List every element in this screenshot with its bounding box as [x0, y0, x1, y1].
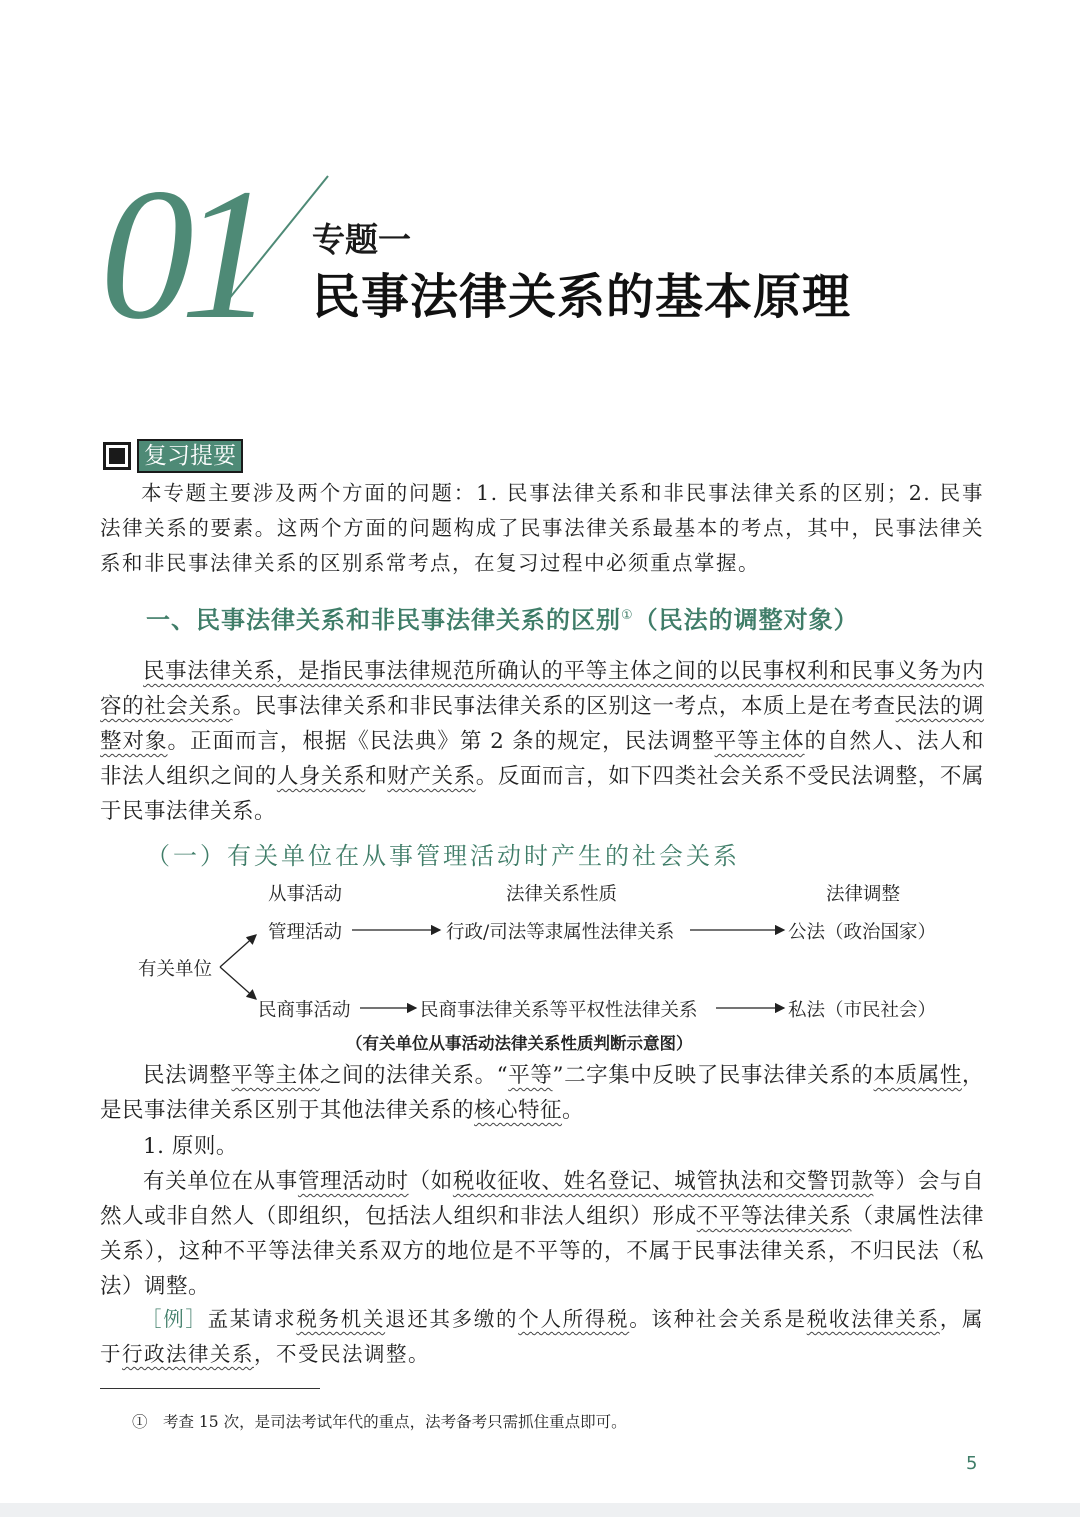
text-run: ”二字集中反映了民事法律关系的	[552, 1063, 874, 1088]
emphasis-admin-relation: 行政法律关系	[122, 1342, 254, 1366]
footnote-text: ① 考查 15 次，是司法考试年代的重点，法考备考只需抓住重点即可。	[132, 1413, 627, 1431]
text-run: 有关单位在从事	[143, 1169, 298, 1194]
equality-paragraph	[100, 1058, 984, 1128]
branch-arrow-up	[220, 935, 256, 967]
text-run: ，不受民法调整。	[254, 1342, 430, 1366]
text-run: 。	[562, 1098, 585, 1123]
definition-emphasis: 民事法律关系，是指民事法律规范所确认的平等主体之间的以民事权利和民事义务为内容的社会关系	[100, 659, 984, 719]
text-run: 民法调整	[143, 1063, 232, 1088]
emphasis-equal-subject: 平等主体	[714, 729, 805, 754]
review-label-text: 复习提要	[137, 439, 243, 473]
diagram-caption: （有关单位从事活动法律关系性质判断示意图）	[346, 1034, 693, 1053]
diagram-row1-nature: 行政/司法等隶属性法律关系	[446, 922, 675, 943]
emphasis-tax-relation: 税收法律关系	[806, 1307, 940, 1331]
page-number: 5	[966, 1453, 978, 1474]
principle-paragraph	[100, 1164, 984, 1304]
emphasis-equality: 平等	[508, 1063, 553, 1088]
text-run: ，属于	[100, 1307, 985, 1366]
emphasis-equal-subject: 平等主体	[231, 1063, 320, 1088]
emphasis-unequal-relation: 不平等法律关系	[696, 1204, 852, 1229]
example-tag: ［例］	[141, 1307, 208, 1331]
text-run: 和	[365, 764, 388, 789]
emphasis-adjustment-object: 民法的调整对象	[100, 694, 984, 754]
text-run: 。该种社会关系是	[629, 1307, 807, 1331]
emphasis-personal-relation: 人身关系	[276, 764, 366, 789]
branch-arrow-down	[220, 967, 256, 999]
diagram-root: 有关单位	[138, 959, 213, 980]
emphasis-core-feature: 核心特征	[474, 1098, 563, 1123]
footnote-ref: ①	[621, 608, 634, 623]
chapter-title: 民事法律关系的基本原理	[312, 269, 852, 325]
footnote-divider	[100, 1388, 320, 1389]
section-heading-text: 一、民事法律关系和非民事法律关系的区别	[146, 606, 621, 634]
text-run: 之间的法律关系。“	[319, 1063, 509, 1088]
diagram-col-adjust: 法律调整	[826, 884, 901, 905]
principle-heading: 1. 原则。	[143, 1134, 238, 1159]
text-run: 退还其多缴的	[385, 1307, 519, 1331]
emphasis-examples: 税收征收、姓名登记、城管执法和交警罚款	[452, 1169, 874, 1194]
emphasis-property-relation: 财产关系	[387, 764, 476, 789]
diagram-row2-adjust: 私法（市民社会）	[788, 1000, 937, 1021]
diagram-col-nature: 法律关系性质	[506, 884, 618, 905]
diagram-row1-activity: 管理活动	[268, 922, 343, 943]
section-heading-tail: （民法的调整对象）	[633, 606, 859, 634]
example-paragraph	[100, 1302, 984, 1372]
emphasis-tax-authority: 税务机关	[296, 1307, 386, 1331]
diagram-row2-nature: 民商事法律关系等平权性法律关系	[420, 1000, 698, 1021]
text-run: ，是民事法律关系区别于其他法律关系的	[100, 1063, 984, 1123]
text-run: （如	[408, 1169, 453, 1194]
diagram-row2-activity: 民商事活动	[258, 1000, 351, 1021]
text-run: 的自然人、法人和非法人组织之间的	[100, 729, 984, 789]
text-run: 。正面而言，根据《民法典》第 2 条的规定，民法调整	[167, 729, 715, 754]
text-run: （隶属性法律关系），这种不平等法律关系双方的地位是不平等的，不属于民事法律关系，不归民法（私法）调整。	[100, 1204, 984, 1299]
chapter-topic: 专题一	[312, 220, 411, 259]
text-run: 等）会与自然人或非自然人（即组织，包括法人组织和非法人组织）形成	[100, 1169, 984, 1229]
emphasis-essential-attribute: 本质属性	[873, 1063, 962, 1088]
text-run: 孟某请求	[207, 1307, 297, 1331]
text-run: 。民事法律关系和非民事法律关系的区别这一考点，本质上是在考查	[232, 694, 896, 719]
subsection-heading: （一）有关单位在从事管理活动时产生的社会关系	[146, 842, 740, 870]
text-run: 。反面而言，如下四类社会关系不受民法调整，不属于民事法律关系。	[100, 764, 984, 824]
emphasis-management-activity: 管理活动时	[297, 1169, 409, 1194]
diagram-row1-adjust: 公法（政治国家）	[788, 922, 937, 943]
emphasis-income-tax: 个人所得税	[518, 1307, 630, 1331]
review-paragraph: 本专题主要涉及两个方面的问题：1. 民事法律关系和非民事法律关系的区别；2. 民事法律关系的要素。这两个方面的问题构成了民事法律关系最基本的考点，其中，民事法律关系和非民事法律关系的区别系常考点，在复习过程中必须重点掌握。	[100, 481, 984, 575]
diagram-col-activity: 从事活动	[268, 884, 343, 905]
chapter-number: 01	[100, 149, 260, 358]
